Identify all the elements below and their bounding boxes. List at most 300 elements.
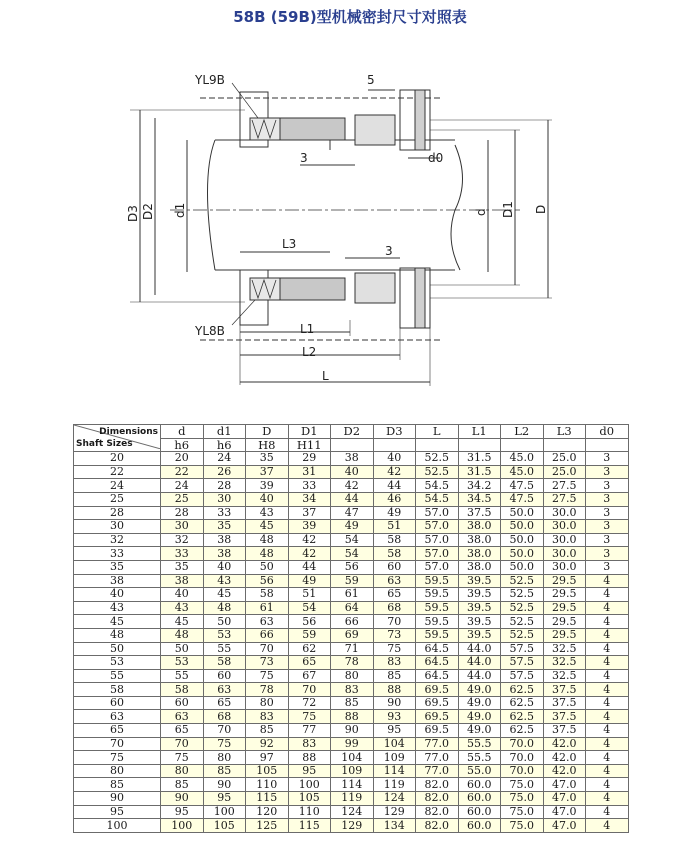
shaft-size-cell: 58: [74, 683, 161, 697]
table-cell: 4: [586, 764, 629, 778]
table-cell: 105: [203, 819, 246, 833]
shaft-size-cell: 40: [74, 588, 161, 602]
table-cell: 77.0: [416, 751, 459, 765]
table-cell: 49: [288, 574, 331, 588]
table-row: [74, 520, 629, 534]
table-cell: 44: [373, 479, 416, 493]
table-cell: 58: [203, 656, 246, 670]
table-cell: 4: [586, 615, 629, 629]
table-cell: 4: [586, 574, 629, 588]
table-cell: 37: [246, 465, 289, 479]
table-cell: 50: [161, 642, 204, 656]
table-cell: 26: [203, 465, 246, 479]
table-cell: 3: [586, 533, 629, 547]
table-cell: 59.5: [416, 588, 459, 602]
table-cell: 48: [246, 533, 289, 547]
table-row: [74, 751, 629, 765]
table-cell: 4: [586, 588, 629, 602]
shaft-size-cell: 48: [74, 628, 161, 642]
table-row: [74, 642, 629, 656]
table-cell: 42: [331, 479, 374, 493]
table-cell: 52.5: [501, 601, 544, 615]
table-cell: 40: [331, 465, 374, 479]
table-cell: 64.5: [416, 656, 459, 670]
table-cell: 3: [586, 452, 629, 466]
table-cell: 52.5: [416, 465, 459, 479]
table-cell: 29.5: [543, 601, 586, 615]
table-cell: 70.0: [501, 737, 544, 751]
table-row: [74, 588, 629, 602]
label-L2: L2: [302, 345, 317, 359]
table-cell: 3: [586, 479, 629, 493]
table-cell: 115: [246, 792, 289, 806]
table-cell: 100: [203, 805, 246, 819]
table-cell: 47.0: [543, 819, 586, 833]
table-cell: 60.0: [458, 819, 501, 833]
table-cell: 49.0: [458, 724, 501, 738]
label-d2: D2: [141, 203, 155, 220]
table-cell: 85: [161, 778, 204, 792]
tolerance-cell: [501, 438, 544, 452]
table-cell: 28: [161, 506, 204, 520]
table-cell: 29.5: [543, 588, 586, 602]
table-cell: 58: [373, 533, 416, 547]
table-cell: 47.0: [543, 792, 586, 806]
table-cell: 62.5: [501, 710, 544, 724]
table-cell: 70: [246, 642, 289, 656]
table-cell: 114: [331, 778, 374, 792]
table-cell: 48: [161, 628, 204, 642]
table-cell: 35: [161, 560, 204, 574]
table-cell: 75: [203, 737, 246, 751]
table-cell: 58: [161, 683, 204, 697]
table-cell: 33: [203, 506, 246, 520]
table-cell: 42.0: [543, 751, 586, 765]
table-cell: 60.0: [458, 792, 501, 806]
table-cell: 129: [331, 819, 374, 833]
shaft-size-cell: 95: [74, 805, 161, 819]
table-cell: 45.0: [501, 465, 544, 479]
table-cell: 33: [288, 479, 331, 493]
shaft-size-cell: 85: [74, 778, 161, 792]
table-cell: 82.0: [416, 778, 459, 792]
table-cell: 119: [373, 778, 416, 792]
table-cell: 4: [586, 805, 629, 819]
column-header: D3: [373, 425, 416, 439]
table-cell: 54.5: [416, 479, 459, 493]
column-header: L1: [458, 425, 501, 439]
corner-shaft-sizes-label: Shaft Sizes: [76, 439, 133, 450]
table-cell: 55: [161, 669, 204, 683]
table-cell: 100: [288, 778, 331, 792]
table-cell: 34.2: [458, 479, 501, 493]
table-cell: 77: [288, 724, 331, 738]
table-cell: 93: [373, 710, 416, 724]
table-cell: 29.5: [543, 615, 586, 629]
table-cell: 69: [331, 628, 374, 642]
table-row: [74, 724, 629, 738]
table-cell: 73: [246, 656, 289, 670]
table-cell: 69.5: [416, 696, 459, 710]
table-cell: 44.0: [458, 642, 501, 656]
table-cell: 63: [373, 574, 416, 588]
table-cell: 32.5: [543, 669, 586, 683]
table-cell: 70: [373, 615, 416, 629]
table-cell: 80: [246, 696, 289, 710]
table-cell: 75: [161, 751, 204, 765]
label-five: 5: [367, 73, 375, 87]
table-cell: 109: [331, 764, 374, 778]
table-row: [74, 819, 629, 833]
table-cell: 51: [288, 588, 331, 602]
shaft-size-cell: 65: [74, 724, 161, 738]
table-cell: 90: [203, 778, 246, 792]
table-row: [74, 560, 629, 574]
table-row: [74, 479, 629, 493]
table-cell: 83: [246, 710, 289, 724]
table-cell: 3: [586, 506, 629, 520]
table-cell: 39: [288, 520, 331, 534]
table-cell: 75.0: [501, 792, 544, 806]
table-cell: 48: [203, 601, 246, 615]
table-row: [74, 805, 629, 819]
table-cell: 43: [246, 506, 289, 520]
table-cell: 64.5: [416, 669, 459, 683]
table-cell: 65: [373, 588, 416, 602]
table-cell: 30: [161, 520, 204, 534]
table-cell: 43: [203, 574, 246, 588]
table-cell: 115: [288, 819, 331, 833]
shaft-size-cell: 100: [74, 819, 161, 833]
table-cell: 134: [373, 819, 416, 833]
table-cell: 104: [373, 737, 416, 751]
table-cell: 69.5: [416, 710, 459, 724]
table-cell: 34: [288, 492, 331, 506]
table-cell: 42.0: [543, 737, 586, 751]
tolerance-cell: [373, 438, 416, 452]
table-cell: 4: [586, 628, 629, 642]
table-cell: 57.5: [501, 669, 544, 683]
table-cell: 77.0: [416, 764, 459, 778]
table-cell: 3: [586, 492, 629, 506]
table-cell: 38.0: [458, 560, 501, 574]
table-cell: 50.0: [501, 506, 544, 520]
column-header: d: [161, 425, 204, 439]
table-cell: 39.5: [458, 588, 501, 602]
table-cell: 57.5: [501, 656, 544, 670]
label-three-bottom: 3: [385, 244, 393, 258]
table-cell: 60: [161, 696, 204, 710]
column-header: D2: [331, 425, 374, 439]
table-cell: 32.5: [543, 656, 586, 670]
label-three-top: 3: [300, 151, 308, 165]
table-cell: 92: [246, 737, 289, 751]
shaft-size-cell: 24: [74, 479, 161, 493]
seal-drawing: [0, 40, 700, 410]
table-cell: 50: [203, 615, 246, 629]
table-cell: 31: [288, 465, 331, 479]
table-cell: 62.5: [501, 696, 544, 710]
table-cell: 88: [331, 710, 374, 724]
table-cell: 66: [331, 615, 374, 629]
table-cell: 75.0: [501, 819, 544, 833]
table-cell: 20: [161, 452, 204, 466]
column-header: D1: [288, 425, 331, 439]
table-row: [74, 737, 629, 751]
table-cell: 40: [203, 560, 246, 574]
table-cell: 25: [161, 492, 204, 506]
shaft-size-cell: 43: [74, 601, 161, 615]
table-cell: 105: [288, 792, 331, 806]
shaft-size-cell: 63: [74, 710, 161, 724]
table-cell: 37.5: [543, 724, 586, 738]
tolerance-cell: [331, 438, 374, 452]
column-header: L3: [543, 425, 586, 439]
table-cell: 57.5: [501, 642, 544, 656]
table-cell: 52.5: [501, 628, 544, 642]
table-cell: 47: [331, 506, 374, 520]
table-cell: 62.5: [501, 724, 544, 738]
table-cell: 75.0: [501, 805, 544, 819]
table-cell: 50: [246, 560, 289, 574]
table-cell: 70.0: [501, 751, 544, 765]
table-cell: 49.0: [458, 710, 501, 724]
table-cell: 69.5: [416, 724, 459, 738]
table-cell: 64: [331, 601, 374, 615]
table-cell: 60: [203, 669, 246, 683]
table-cell: 40: [246, 492, 289, 506]
shaft-size-cell: 22: [74, 465, 161, 479]
shaft-size-cell: 35: [74, 560, 161, 574]
column-header: D: [246, 425, 289, 439]
table-row: [74, 778, 629, 792]
table-cell: 85: [373, 669, 416, 683]
table-cell: 125: [246, 819, 289, 833]
label-d-shaft: d: [474, 208, 488, 216]
column-header: L2: [501, 425, 544, 439]
table-cell: 30.0: [543, 520, 586, 534]
table-cell: 69.5: [416, 683, 459, 697]
table-cell: 39.5: [458, 615, 501, 629]
table-cell: 66: [246, 628, 289, 642]
table-body: [74, 452, 629, 833]
table-row: [74, 669, 629, 683]
table-cell: 75: [246, 669, 289, 683]
table-cell: 62.5: [501, 683, 544, 697]
table-cell: 60: [373, 560, 416, 574]
table-cell: 59: [331, 574, 374, 588]
table-cell: 88: [288, 751, 331, 765]
table-row: [74, 696, 629, 710]
table-cell: 47.0: [543, 778, 586, 792]
table-cell: 65: [203, 696, 246, 710]
table-cell: 99: [331, 737, 374, 751]
shaft-size-cell: 70: [74, 737, 161, 751]
label-yl9b: YL9B: [195, 73, 225, 87]
table-cell: 83: [288, 737, 331, 751]
tolerance-cell: H8: [246, 438, 289, 452]
table-cell: 39: [246, 479, 289, 493]
label-l3: L3: [282, 237, 297, 251]
table-cell: 65: [288, 656, 331, 670]
table-cell: 34.5: [458, 492, 501, 506]
table-cell: 30.0: [543, 506, 586, 520]
table-header-row: [74, 425, 629, 439]
corner-dimensions-label: Dimensions: [99, 427, 158, 437]
shaft-size-cell: 20: [74, 452, 161, 466]
table-row: [74, 465, 629, 479]
table-cell: 35: [203, 520, 246, 534]
table-cell: 37.5: [543, 710, 586, 724]
table-cell: 55.5: [458, 751, 501, 765]
table-cell: 70: [161, 737, 204, 751]
table-cell: 68: [203, 710, 246, 724]
table-cell: 100: [161, 819, 204, 833]
table-cell: 37.5: [543, 696, 586, 710]
table-cell: 49: [331, 520, 374, 534]
table-cell: 60.0: [458, 778, 501, 792]
table-cell: 47.5: [501, 492, 544, 506]
table-cell: 95: [161, 805, 204, 819]
table-cell: 3: [586, 547, 629, 561]
table-cell: 40: [373, 452, 416, 466]
table-cell: 82.0: [416, 805, 459, 819]
label-D1: D1: [501, 201, 515, 218]
table-cell: 4: [586, 656, 629, 670]
table-cell: 38: [203, 533, 246, 547]
column-header: d0: [586, 425, 629, 439]
table-corner-cell: [74, 425, 161, 452]
table-cell: 38.0: [458, 533, 501, 547]
table-cell: 38: [203, 547, 246, 561]
table-row: [74, 601, 629, 615]
table-cell: 4: [586, 683, 629, 697]
table-row: [74, 710, 629, 724]
table-cell: 42: [373, 465, 416, 479]
table-cell: 47.5: [501, 479, 544, 493]
table-cell: 39.5: [458, 574, 501, 588]
table-cell: 53: [203, 628, 246, 642]
table-cell: 70: [288, 683, 331, 697]
table-cell: 82.0: [416, 792, 459, 806]
shaft-size-cell: 28: [74, 506, 161, 520]
shaft-size-cell: 75: [74, 751, 161, 765]
table-cell: 3: [586, 520, 629, 534]
table-cell: 24: [203, 452, 246, 466]
table-cell: 3: [586, 560, 629, 574]
table-cell: 59.5: [416, 574, 459, 588]
table-row: [74, 683, 629, 697]
table-cell: 54: [331, 533, 374, 547]
table-cell: 45.0: [501, 452, 544, 466]
table-cell: 52.5: [416, 452, 459, 466]
column-header: d1: [203, 425, 246, 439]
table-cell: 62: [288, 642, 331, 656]
table-cell: 129: [373, 805, 416, 819]
table-cell: 50.0: [501, 560, 544, 574]
table-cell: 4: [586, 792, 629, 806]
table-row: [74, 533, 629, 547]
column-header: L: [416, 425, 459, 439]
table-cell: 56: [288, 615, 331, 629]
table-row: [74, 628, 629, 642]
table-cell: 109: [373, 751, 416, 765]
table-cell: 29.5: [543, 574, 586, 588]
table-cell: 38.0: [458, 520, 501, 534]
table-cell: 83: [373, 656, 416, 670]
table-cell: 60.0: [458, 805, 501, 819]
table-cell: 56: [331, 560, 374, 574]
shaft-size-cell: 38: [74, 574, 161, 588]
shaft-size-cell: 50: [74, 642, 161, 656]
table-cell: 73: [373, 628, 416, 642]
label-d1: d1: [173, 202, 187, 218]
table-cell: 46: [373, 492, 416, 506]
table-cell: 90: [373, 696, 416, 710]
label-yl8b: YL8B: [195, 324, 225, 338]
table-cell: 78: [246, 683, 289, 697]
table-cell: 48: [246, 547, 289, 561]
table-cell: 4: [586, 696, 629, 710]
table-cell: 52.5: [501, 588, 544, 602]
table-cell: 33: [161, 547, 204, 561]
table-cell: 61: [331, 588, 374, 602]
shaft-size-cell: 80: [74, 764, 161, 778]
table-cell: 35: [246, 452, 289, 466]
table-cell: 29: [288, 452, 331, 466]
table-cell: 50.0: [501, 533, 544, 547]
table-cell: 4: [586, 710, 629, 724]
table-cell: 39.5: [458, 601, 501, 615]
table-cell: 30.0: [543, 547, 586, 561]
table-row: [74, 656, 629, 670]
table-cell: 52.5: [501, 574, 544, 588]
table-cell: 30: [203, 492, 246, 506]
table-cell: 124: [373, 792, 416, 806]
table-cell: 37: [288, 506, 331, 520]
table-cell: 31.5: [458, 452, 501, 466]
table-cell: 104: [331, 751, 374, 765]
tolerance-cell: [458, 438, 501, 452]
shaft-size-cell: 32: [74, 533, 161, 547]
table-cell: 43: [161, 601, 204, 615]
table-cell: 44.0: [458, 669, 501, 683]
table-row: [74, 792, 629, 806]
table-cell: 44: [331, 492, 374, 506]
label-L1: L1: [300, 322, 315, 336]
tolerance-cell: h6: [161, 438, 204, 452]
table-cell: 59.5: [416, 601, 459, 615]
table-cell: 50.0: [501, 547, 544, 561]
table-row: [74, 764, 629, 778]
table-cell: 54: [288, 601, 331, 615]
page-title: 58B (59B)型机械密封尺寸对照表: [233, 8, 467, 26]
table-cell: 27.5: [543, 492, 586, 506]
shaft-size-cell: 30: [74, 520, 161, 534]
table-cell: 124: [331, 805, 374, 819]
table-cell: 70: [203, 724, 246, 738]
table-cell: 95: [288, 764, 331, 778]
table-cell: 95: [203, 792, 246, 806]
table-cell: 63: [203, 683, 246, 697]
shaft-size-cell: 55: [74, 669, 161, 683]
shaft-size-cell: 90: [74, 792, 161, 806]
table-cell: 39.5: [458, 628, 501, 642]
table-cell: 120: [246, 805, 289, 819]
table-cell: 4: [586, 642, 629, 656]
table-cell: 45: [203, 588, 246, 602]
tolerance-cell: h6: [203, 438, 246, 452]
